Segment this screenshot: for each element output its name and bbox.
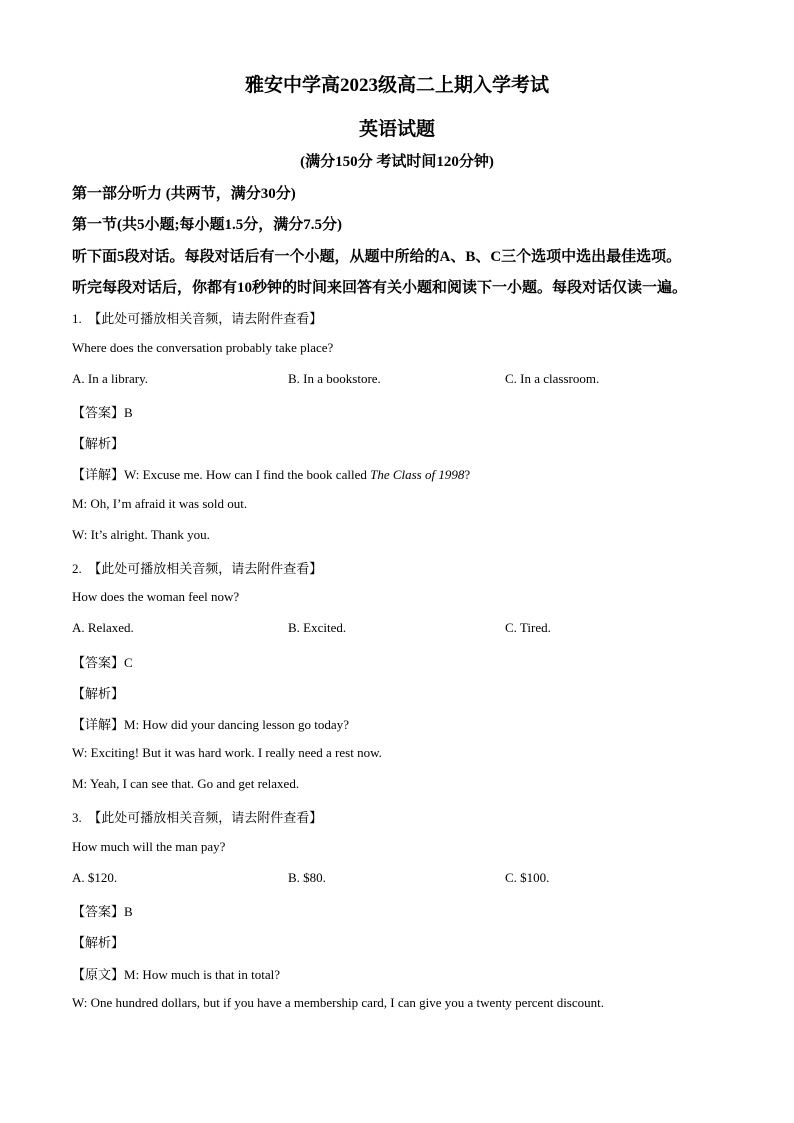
part-heading: 第一部分听力 (共两节，满分30分) bbox=[72, 186, 296, 202]
question-3-transcript-line-2: W: One hundred dollars, but if you have a membership card, I can give you a twenty percent discount. bbox=[72, 995, 604, 1010]
exam-subtitle: 英语试题 bbox=[358, 119, 435, 140]
question-2-answer: 【答案】C bbox=[72, 655, 133, 670]
instruction-line-1: 听下面5段对话。每段对话后有一个小题，从题中所给的A、B、C三个选项中选出最佳选项。 bbox=[72, 249, 682, 265]
question-2-detail-line-1: 【详解】M: How did your dancing lesson go today? bbox=[72, 717, 349, 732]
question-2-text: How does the woman feel now? bbox=[72, 589, 240, 604]
question-2-option-a: A. Relaxed. bbox=[72, 620, 134, 635]
question-3-transcript-line-1: 【原文】M: How much is that in total? bbox=[72, 967, 280, 982]
question-2-audio[interactable]: 2. 【此处可播放相关音频，请去附件查看】 bbox=[72, 561, 323, 576]
question-1-answer: 【答案】B bbox=[72, 405, 133, 420]
exam-info: (满分150分 考试时间120分钟) bbox=[300, 154, 494, 170]
question-2-detail-line-2: W: Exciting! But it was hard work. I really need a rest now. bbox=[72, 745, 382, 760]
question-3-audio[interactable]: 3. 【此处可播放相关音频，请去附件查看】 bbox=[72, 810, 323, 825]
question-2-detail-line-3: M: Yeah, I can see that. Go and get relaxed. bbox=[72, 776, 300, 791]
question-3-option-c: C. $100. bbox=[505, 870, 550, 885]
question-1-detail-line-3: W: It’s alright. Thank you. bbox=[72, 527, 210, 542]
question-2-option-b: B. Excited. bbox=[288, 620, 347, 635]
question-1-option-b: B. In a bookstore. bbox=[288, 371, 381, 386]
question-1-option-c: C. In a classroom. bbox=[505, 371, 600, 386]
question-3-analysis-label: 【解析】 bbox=[72, 935, 125, 950]
exam-title: 雅安中学高2023级高二上期入学考试 bbox=[244, 75, 549, 96]
question-1-detail-line-2: M: Oh, I’m afraid it was sold out. bbox=[72, 496, 248, 511]
question-2-analysis-label: 【解析】 bbox=[72, 686, 125, 701]
question-1-analysis-label: 【解析】 bbox=[72, 436, 125, 451]
question-1-text: Where does the conversation probably take place? bbox=[72, 340, 334, 355]
question-1-audio[interactable]: 1. 【此处可播放相关音频，请去附件查看】 bbox=[72, 311, 323, 326]
instruction-line-2: 听完每段对话后，你都有10秒钟的时间来回答有关小题和阅读下一小题。每段对话仅读一遍。 bbox=[72, 280, 688, 296]
question-2-option-c: C. Tired. bbox=[505, 620, 551, 635]
question-3-text: How much will the man pay? bbox=[72, 839, 226, 854]
question-3-option-b: B. $80. bbox=[288, 870, 326, 885]
question-3-answer: 【答案】B bbox=[72, 904, 133, 919]
question-1-detail-line-1: 【详解】W: Excuse me. How can I find the book called The Class of 1998? bbox=[72, 467, 471, 482]
question-3-option-a: A. $120. bbox=[72, 870, 118, 885]
section-heading: 第一节(共5小题;每小题1.5分，满分7.5分) bbox=[72, 217, 342, 233]
question-1-option-a: A. In a library. bbox=[72, 371, 149, 386]
